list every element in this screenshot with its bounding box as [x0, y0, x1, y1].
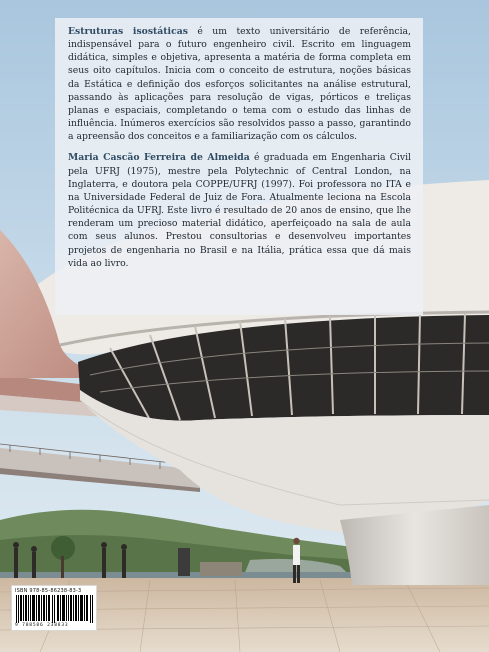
isbn-label: ISBN 978-85-86238-83-3	[15, 588, 82, 594]
book-description-paragraph	[68, 25, 411, 143]
barcode-digits: 9 788586 238833	[15, 623, 69, 628]
author-bio-text: é graduada em Engenharia Civil pela UFRJ (1975), mestre pela Polytechnic of Central London, na Inglaterra, e doutora pela COPPE/UFRJ (1997). Foi professora no ITA e na Universidade Federal de Juiz de Fora. Atualmente leciona na Escola Politécnica da UFRJ. Este livro é resultado de 20 anos de ensino, que lhe renderam um precioso material didático, aperfeiçoado na sala de aula com seus alunos. Prestou consultorias e desenvolveu importantes projetos de engenharia no Brasil e na Itália, prática essa que dá mais vida ao livro.	[68, 152, 411, 269]
isbn-barcode	[11, 585, 97, 631]
author-name-lead: Maria Cascão Ferreira de Almeida	[68, 152, 250, 164]
barcode-bars	[15, 595, 95, 623]
book-title-lead: Estruturas isostáticas	[68, 26, 188, 37]
description-panel	[55, 18, 423, 315]
author-bio-paragraph	[68, 151, 411, 269]
book-description-text: é um texto universitário de referência, indispensável para o futuro engenheiro civil. Escrito em linguagem didática, simples e objetiva, apresenta a matéria de forma completa em seus oito capítulos. Inicia com o conceito de estrutura, noções básicas da Estática e definição dos esforços solicitantes na análise estrutural, passando às aplicações para resolução de vigas, pórticos e treliças planas e espaciais, completando o tema com o estudo das linhas de influência. Inúmeros exercícios são resolvidos passo a passo, garantindo a apreensão dos conceitos e a familiarização com os cálculos.	[68, 26, 411, 143]
